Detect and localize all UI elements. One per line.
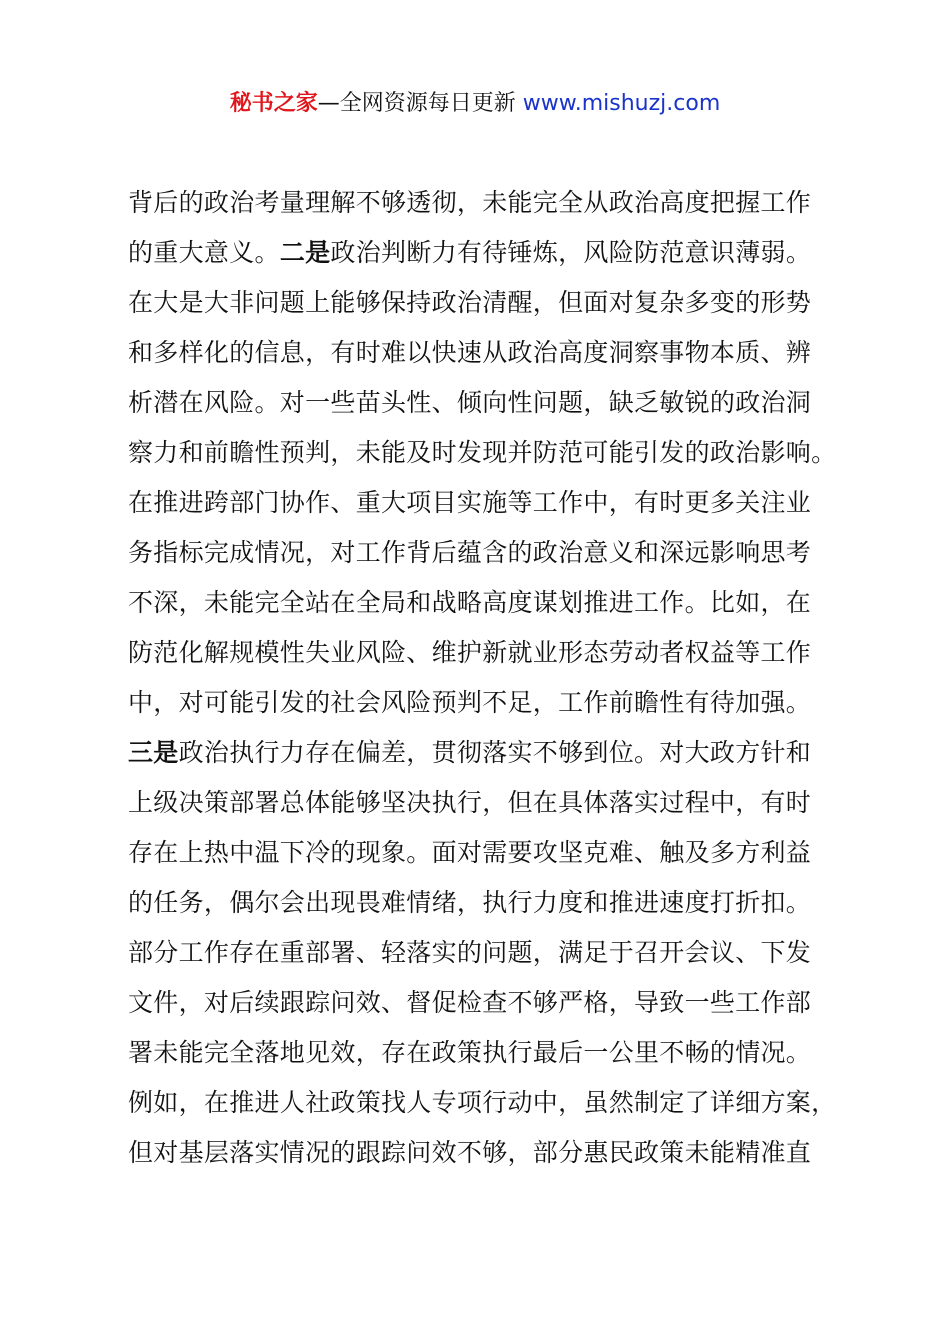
line-text: 防范化解规模性失业风险、维护新就业形态劳动者权益等工作 bbox=[128, 638, 812, 667]
text-line bbox=[128, 278, 858, 328]
text-line bbox=[128, 978, 858, 1028]
text-line bbox=[128, 178, 858, 228]
text-line bbox=[128, 428, 858, 478]
text-line bbox=[128, 378, 858, 428]
brand-name: 秘书之家 bbox=[229, 91, 318, 116]
line-text: 部分工作存在重部署、轻落实的问题，满足于召开会议、下发 bbox=[128, 938, 812, 967]
header-tagline: —全网资源每日更新 bbox=[317, 91, 523, 116]
line-text: 不深，未能完全站在全局和战略高度谋划推进工作。比如，在 bbox=[128, 588, 812, 617]
line-text: 署未能完全落地见效，存在政策执行最后一公里不畅的情况。 bbox=[128, 1038, 812, 1067]
text-line bbox=[128, 778, 858, 828]
line-text: 和多样化的信息，有时难以快速从政治高度洞察事物本质、辨 bbox=[128, 338, 812, 367]
line-text: 的重大意义。 bbox=[128, 238, 280, 267]
line-text: 析潜在风险。对一些苗头性、倾向性问题，缺乏敏锐的政治洞 bbox=[128, 388, 812, 417]
text-line bbox=[128, 628, 858, 678]
line-text: 但对基层落实情况的跟踪问效不够，部分惠民政策未能精准直 bbox=[128, 1138, 812, 1167]
line-text: 政治判断力有待锤炼，风险防范意识薄弱。 bbox=[330, 238, 812, 267]
line-text: 政治执行力存在偏差，贯彻落实不够到位。对大政方针和 bbox=[178, 738, 812, 767]
body-text bbox=[128, 178, 858, 1178]
line-text: 中，对可能引发的社会风险预判不足，工作前瞻性有待加强。 bbox=[128, 688, 812, 717]
page-header bbox=[0, 86, 950, 122]
website-link[interactable]: www.mishuzj.com bbox=[522, 91, 721, 116]
line-text: 察力和前瞻性预判，未能及时发现并防范可能引发的政治影响。 bbox=[128, 438, 837, 467]
line-text: 文件，对后续跟踪问效、督促检查不够严格，导致一些工作部 bbox=[128, 988, 812, 1017]
line-text: 的任务，偶尔会出现畏难情绪，执行力度和推进速度打折扣。 bbox=[128, 888, 812, 917]
line-text: 在大是大非问题上能够保持政治清醒，但面对复杂多变的形势 bbox=[128, 288, 812, 317]
line-text: 在推进跨部门协作、重大项目实施等工作中，有时更多关注业 bbox=[128, 488, 812, 517]
line-text: 务指标完成情况，对工作背后蕴含的政治意义和深远影响思考 bbox=[128, 538, 812, 567]
emphasis-label: 二是 bbox=[279, 238, 331, 267]
line-text: 存在上热中温下冷的现象。面对需要攻坚克难、触及多方利益 bbox=[128, 838, 812, 867]
text-line bbox=[128, 478, 858, 528]
text-line bbox=[128, 878, 858, 928]
text-line bbox=[128, 928, 858, 978]
text-line bbox=[128, 328, 858, 378]
text-line bbox=[128, 1128, 858, 1178]
text-line bbox=[128, 728, 858, 778]
text-line bbox=[128, 578, 858, 628]
text-line bbox=[128, 1078, 858, 1128]
line-text: 上级决策部署总体能够坚决执行，但在具体落实过程中，有时 bbox=[128, 788, 812, 817]
line-text: 背后的政治考量理解不够透彻，未能完全从政治高度把握工作 bbox=[128, 188, 812, 217]
text-line bbox=[128, 678, 858, 728]
text-line bbox=[128, 828, 858, 878]
line-text: 例如，在推进人社政策找人专项行动中，虽然制定了详细方案， bbox=[128, 1088, 837, 1117]
text-line bbox=[128, 528, 858, 578]
text-line bbox=[128, 1028, 858, 1078]
emphasis-label: 三是 bbox=[128, 738, 179, 767]
text-line bbox=[128, 228, 858, 278]
